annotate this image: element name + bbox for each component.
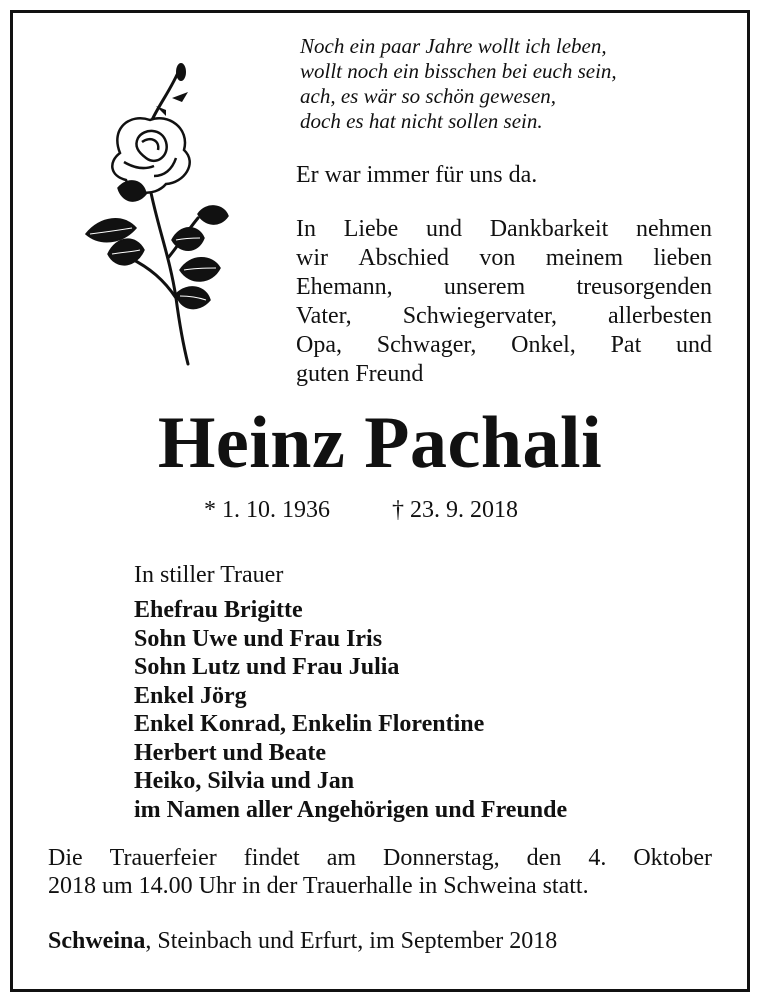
word: nehmen bbox=[636, 216, 712, 242]
family-member: Heiko, Silvia und Jan bbox=[134, 768, 355, 794]
word: und bbox=[426, 216, 463, 242]
farewell-line bbox=[296, 244, 712, 273]
word: meinem bbox=[545, 245, 623, 271]
word: Trauerfeier bbox=[109, 845, 217, 871]
life-dates bbox=[204, 497, 518, 524]
mourning-intro: In stiller Trauer bbox=[134, 562, 284, 588]
word: den bbox=[526, 845, 562, 871]
word: Die bbox=[48, 845, 83, 871]
word: Opa, bbox=[296, 332, 342, 358]
word: Abschied bbox=[358, 245, 449, 271]
family-member: Sohn Uwe und Frau Iris bbox=[134, 625, 383, 652]
farewell-line bbox=[296, 360, 712, 389]
word: unserem bbox=[443, 274, 526, 300]
family-member: Enkel Jörg bbox=[134, 682, 247, 709]
service-info bbox=[48, 844, 712, 900]
word: Liebe bbox=[343, 216, 399, 242]
family-member: Sohn Lutz und Frau Julia bbox=[134, 654, 400, 680]
family-member: Herbert und Beate bbox=[134, 739, 326, 766]
word: Ehemann, bbox=[296, 274, 393, 300]
family-member: Enkel Konrad, Enkelin Florentine bbox=[134, 711, 485, 737]
statement: Er war immer für uns da. bbox=[296, 162, 538, 188]
family-list bbox=[134, 596, 567, 824]
word: allerbesten bbox=[608, 303, 712, 329]
word: Dankbarkeit bbox=[489, 216, 609, 242]
farewell-line bbox=[296, 331, 712, 360]
farewell-line bbox=[296, 302, 712, 331]
word: Oktober bbox=[633, 845, 712, 871]
service-line bbox=[48, 844, 712, 872]
death-date: † 23. 9. 2018 bbox=[392, 497, 518, 523]
word: guten Freund bbox=[296, 361, 424, 387]
deceased-name: Heinz Pachali bbox=[157, 402, 603, 484]
poem bbox=[300, 34, 720, 134]
poem-line: ach, es wär so schön gewesen, bbox=[300, 84, 557, 108]
word: von bbox=[479, 245, 516, 271]
word: am bbox=[326, 845, 357, 871]
word: Donnerstag, bbox=[383, 845, 500, 871]
place-bold: Schweina bbox=[48, 928, 146, 954]
poem-line: doch es hat nicht sollen sein. bbox=[300, 109, 543, 133]
birth-date: * 1. 10. 1936 bbox=[204, 497, 330, 523]
rose-icon bbox=[80, 58, 245, 368]
poem-line: wollt noch ein bisschen bei euch sein, bbox=[300, 59, 617, 83]
place-date bbox=[48, 928, 557, 955]
place-rest: , Steinbach und Erfurt, im September 2018 bbox=[145, 928, 558, 954]
farewell-line bbox=[296, 273, 712, 302]
word: Schwager, bbox=[376, 332, 477, 358]
word: Vater, bbox=[296, 303, 352, 329]
farewell-line bbox=[296, 215, 712, 244]
word: Schwiegervater, bbox=[402, 303, 558, 329]
word: findet bbox=[243, 845, 300, 871]
poem-line: Noch ein paar Jahre wollt ich leben, bbox=[300, 34, 607, 58]
word: und bbox=[675, 332, 712, 358]
family-member: Ehefrau Brigitte bbox=[134, 597, 303, 623]
word: lieben bbox=[653, 245, 712, 271]
word: 2018 um 14.00 Uhr in der Trauerhalle in Schweina statt. bbox=[48, 873, 589, 899]
word: In bbox=[296, 216, 316, 242]
farewell-text bbox=[296, 215, 712, 389]
service-line bbox=[48, 872, 712, 900]
word: treusorgenden bbox=[576, 274, 712, 300]
word: Pat bbox=[610, 332, 642, 358]
word: 4. bbox=[588, 845, 607, 871]
word: Onkel, bbox=[511, 332, 576, 358]
family-member: im Namen aller Angehörigen und Freunde bbox=[134, 796, 568, 823]
word: wir bbox=[296, 245, 328, 271]
